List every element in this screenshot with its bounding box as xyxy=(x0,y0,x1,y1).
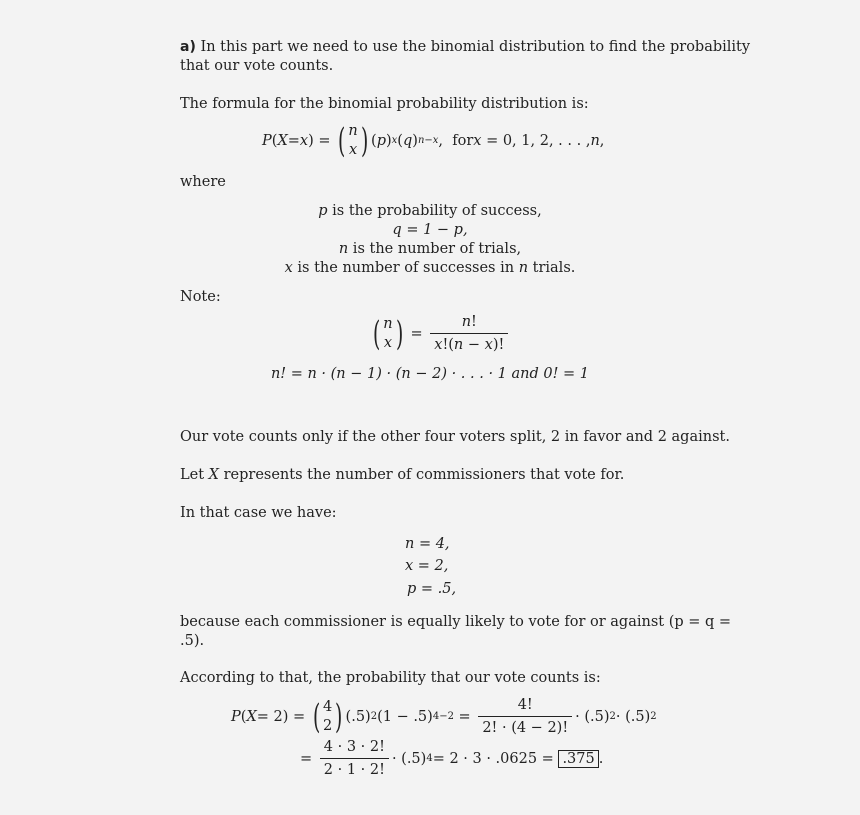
definition-x-text1: is the number of successes in xyxy=(292,260,519,276)
part-a-label: a) xyxy=(180,39,196,55)
definition-p-text: is the probability of success, xyxy=(327,203,542,219)
according-text: According to that, the probability that our vote counts is: xyxy=(180,670,601,686)
definition-n-text: is the number of trials, xyxy=(348,241,522,257)
note-label: Note: xyxy=(180,289,221,305)
let-x-before: Let xyxy=(180,467,209,483)
because-line1: because each commissioner is equally likely to vote for or against (p = q = xyxy=(180,614,732,630)
final-result: .375 xyxy=(558,750,598,768)
definition-q xyxy=(180,221,680,240)
part-a-intro-line1: In this part we need to use the binomial distribution to find the probability xyxy=(200,39,751,55)
probability-equation-line2: = $\frac{4 \cdot 3 \cdot 2!}{2 \cdot 1 \cdot 2!}$ · (.5) 4 = 2 · 3 · .0625 = .375 . xyxy=(300,739,604,778)
definition-x: x is the number of successes in n trials. xyxy=(284,260,576,276)
param-n: n = 4, xyxy=(405,536,450,552)
definition-x-text2: trials. xyxy=(528,260,576,276)
let-x-after: represents the number of commissioners that vote for. xyxy=(218,467,625,483)
factorial-definition xyxy=(180,365,680,384)
definition-p: p is the probability of success, xyxy=(318,203,542,219)
factorial-line: n! = n · (n − 1) · (n − 2) · . . . · 1 and 0! = 1 xyxy=(270,366,590,382)
binomial-formula: P ( X = x ) = ( n x ) ( p ) x ( q ) n−x , for x = 0, 1, 2, . . . , n , xyxy=(262,121,605,161)
definition-q-text: q = 1 − p, xyxy=(392,222,468,238)
combination-formula: ( n x ) = $\frac{n!}{x!(n - x)!}$ xyxy=(370,313,511,354)
where-label: where xyxy=(180,174,226,190)
part-a-intro xyxy=(180,38,751,57)
let-x-text: Let X represents the number of commissioners that vote for. xyxy=(180,467,625,483)
param-p: p = .5, xyxy=(407,581,457,597)
vote-counts-text: Our vote counts only if the other four voters split, 2 in favor and 2 against. xyxy=(180,429,730,445)
because-line2: .5). xyxy=(180,633,205,649)
probability-equation-line1: P ( X = 2) = ( 4 2 ) (.5) 2 (1 − .5) 4−2 = $\frac{4!}{2! \cdot (4 - 2)!}$ · (.5) 2 · (.5) 2 xyxy=(231,696,657,737)
part-a-intro-line2: that our vote counts. xyxy=(180,58,334,74)
definition-n: n is the number of trials, xyxy=(338,241,522,257)
formula-intro: The formula for the binomial probability distribution is: xyxy=(180,96,589,112)
param-x: x = 2, xyxy=(405,558,449,574)
in-that-case-text: In that case we have: xyxy=(180,505,337,521)
